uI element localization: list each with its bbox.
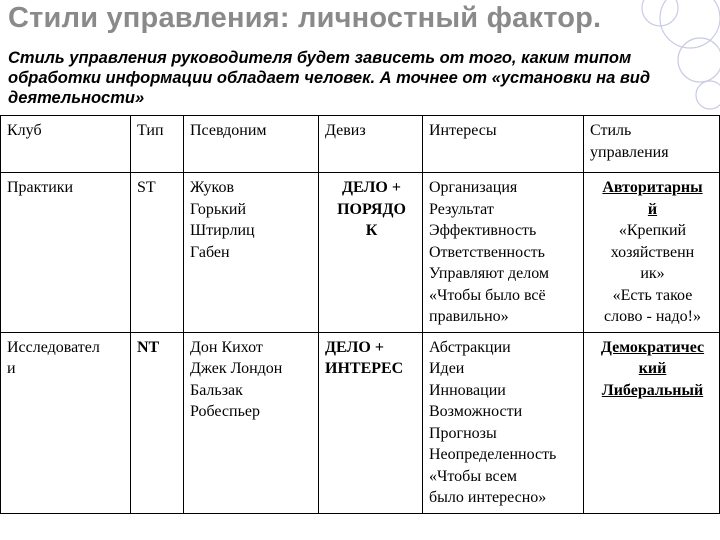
header-type: Тип [131,116,184,173]
header-club: Клуб [1,116,131,173]
cell-interests: Организация Результат Эффективность Ответственность Управляют делом «Чтобы было всё правильно» [423,173,584,333]
cell-style [584,173,720,333]
cell-interests: Абстракции Идеи Инновации Возможности Прогнозы Неопределенность «Чтобы всем было интересно» [423,332,584,513]
header-motto: Девиз [319,116,423,173]
header-pseudonym: Псевдоним [184,116,319,173]
cell-club: Исследовател и [1,332,131,513]
header-interests: Интересы [423,116,584,173]
style-name-alt: Либеральный [601,381,704,399]
subtitle: Стиль управления руководителя будет зависеть от того, каким типом обработки информации обладает человек. А точнее от «установки на вид деятельности» [8,49,651,107]
style-note: «Крепкий хозяйственн ик» «Есть такое слово - надо!» [604,222,701,325]
cell-pseudonym: Жуков Горький Штирлиц Габен [184,173,319,333]
cell-type: NT [131,332,184,513]
table-header-row [1,116,720,173]
style-name: Демократичес кий [600,338,705,377]
table-row [1,332,720,513]
table-row [1,173,720,333]
cell-type: ST [131,173,184,333]
cell-style [584,332,720,513]
page-title: Стили управления: личностный фактор. [8,2,602,34]
style-name: Авторитарны й [602,179,703,218]
header-style: Стиль управления [584,116,720,173]
cell-club: Практики [1,173,131,333]
cell-pseudonym: Дон Кихот Джек Лондон Бальзак Робеспьер [184,332,319,513]
cell-motto: ДЕЛО + ПОРЯДО К [319,173,423,333]
cell-motto: ДЕЛО + ИНТЕРЕС [319,332,423,513]
management-styles-table [0,115,720,514]
